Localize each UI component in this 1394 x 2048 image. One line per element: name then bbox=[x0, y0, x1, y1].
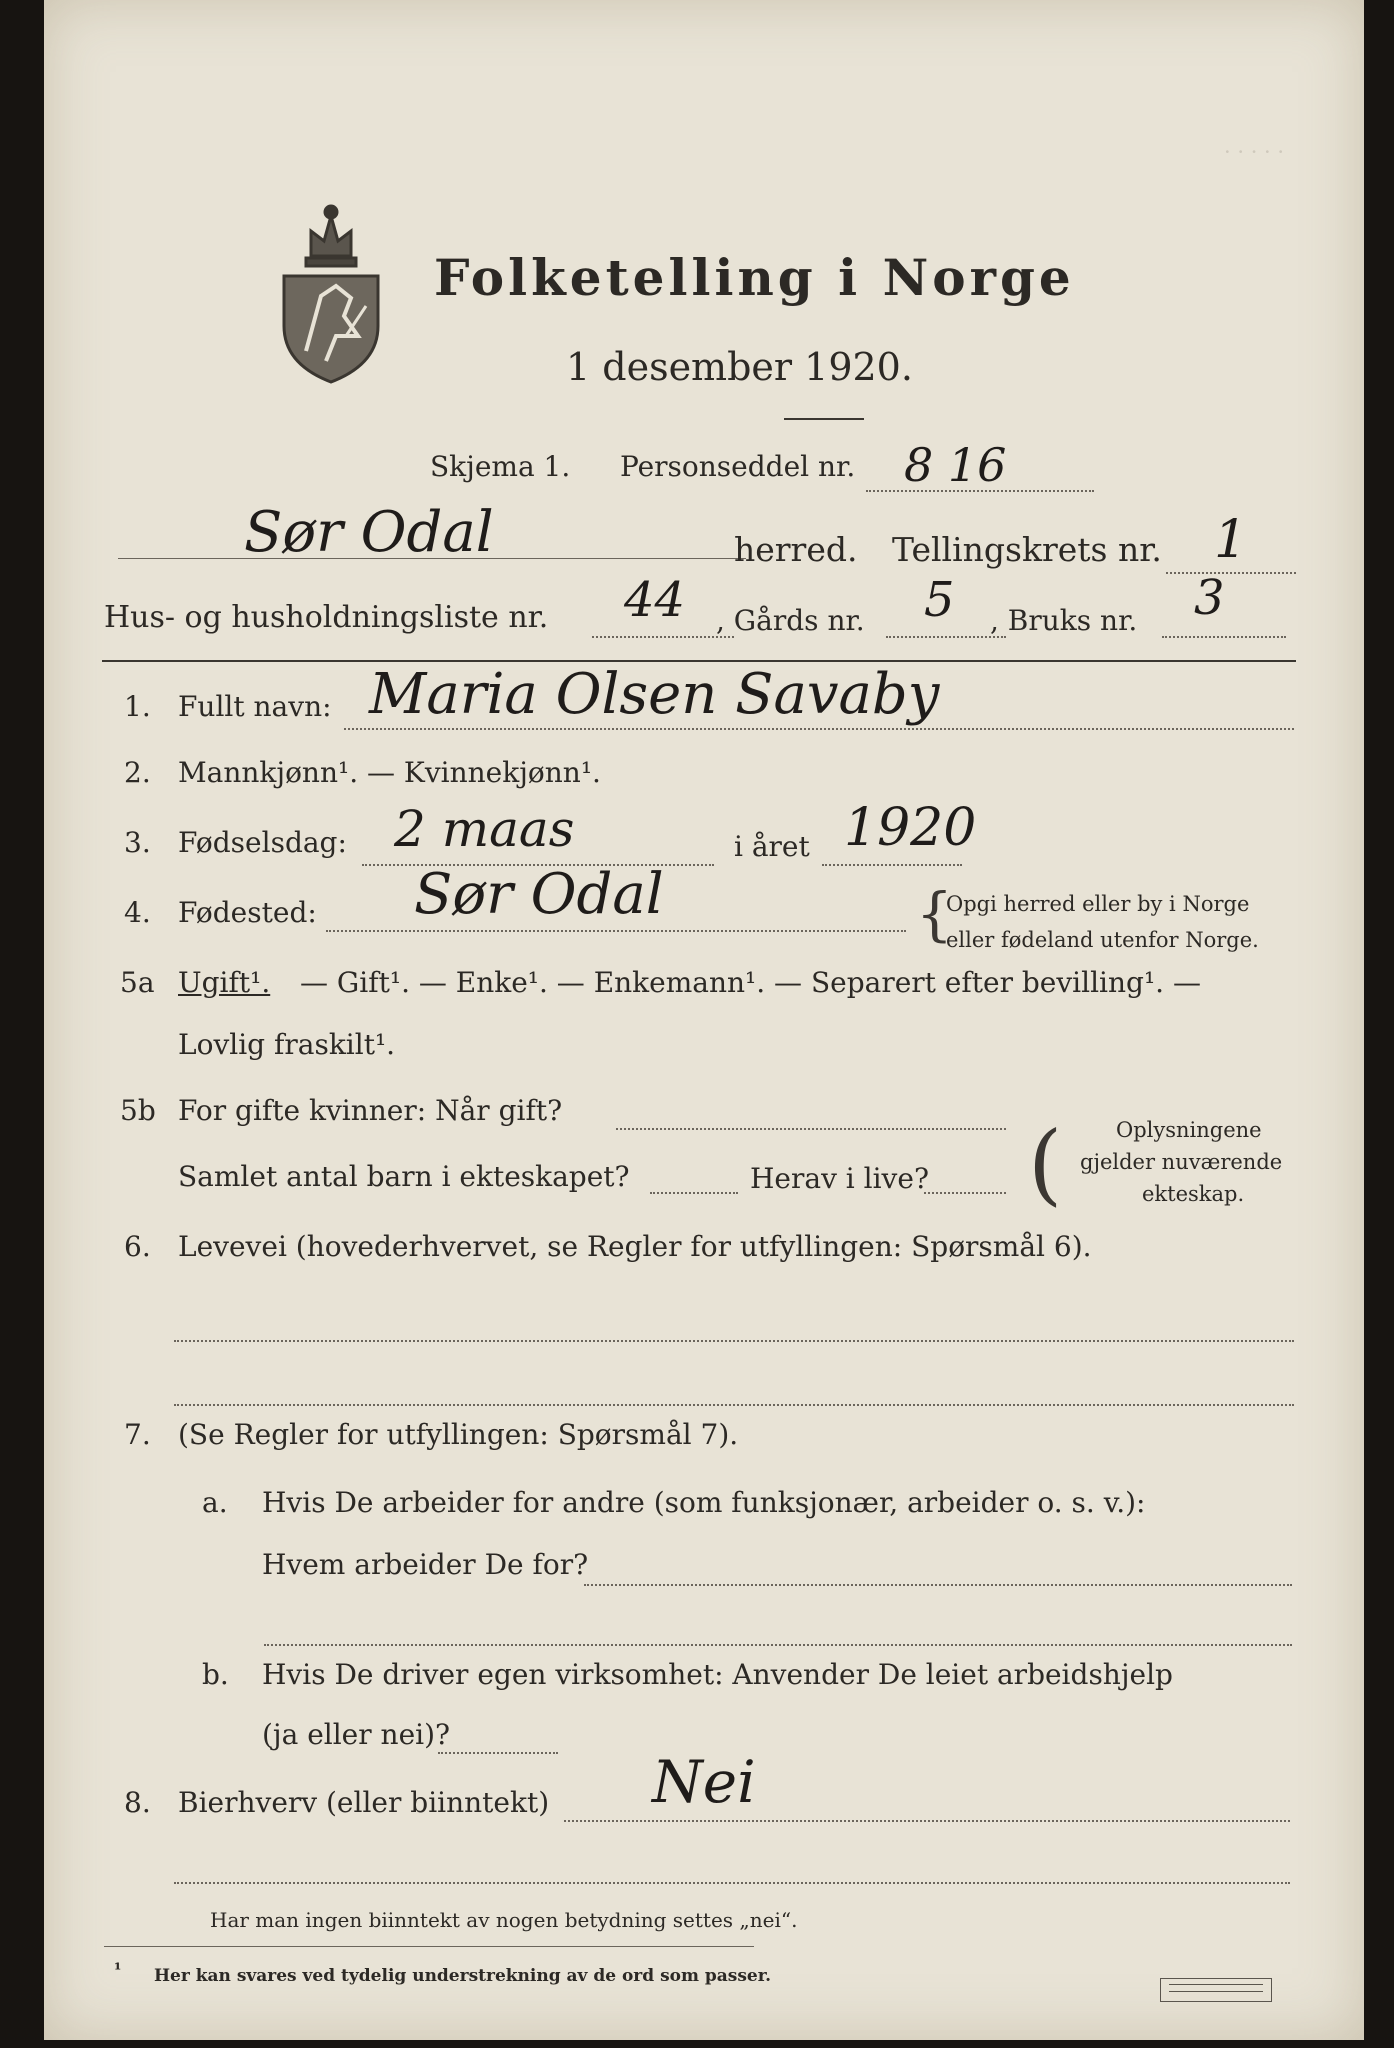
norway-coat-of-arms-icon bbox=[266, 186, 396, 386]
footnote-rule bbox=[104, 1946, 754, 1947]
q4-field-line bbox=[326, 930, 906, 932]
q3-label: Fødselsdag: bbox=[178, 826, 347, 859]
footer-note: Har man ingen biinntekt av nogen betydning settes „nei“. bbox=[210, 1908, 798, 1932]
q6-label: Levevei (hovederhvervet, se Regler for utfyllingen: Spørsmål 6). bbox=[178, 1230, 1092, 1263]
q3-year-value: 1920 bbox=[844, 798, 977, 858]
q4-note-brace: { bbox=[916, 880, 953, 948]
q6-field-line-2 bbox=[174, 1404, 1294, 1406]
q8-field-line-1 bbox=[564, 1820, 1290, 1822]
footnote-mark: ¹ bbox=[114, 1960, 122, 1980]
footnote-text: Her kan svares ved tydelig understrekning av de ord som passer. bbox=[154, 1966, 772, 1986]
q1-label: Fullt navn: bbox=[178, 690, 332, 723]
q5a-line2: Lovlig fraskilt¹. bbox=[178, 1028, 396, 1061]
bruks-label: , Bruks nr. bbox=[990, 604, 1138, 637]
q4-label: Fødested: bbox=[178, 896, 317, 929]
q7a-label-line1: Hvis De arbeider for andre (som funksjonær, arbeider o. s. v.): bbox=[262, 1486, 1146, 1519]
personseddel-label: Personseddel nr. bbox=[620, 450, 856, 483]
q7a-field-line-1 bbox=[584, 1584, 1292, 1586]
q4-number: 4. bbox=[124, 896, 151, 929]
herred-value: Sør Odal bbox=[244, 500, 494, 565]
q5a-ugift-option: Ugift¹. bbox=[178, 966, 271, 999]
q4-value: Sør Odal bbox=[414, 862, 664, 927]
hus-value: 44 bbox=[624, 572, 686, 628]
form-date: 1 desember 1920. bbox=[566, 345, 913, 389]
q7a-label-line2: Hvem arbeider De for? bbox=[262, 1548, 589, 1581]
gards-value: 5 bbox=[924, 572, 955, 628]
q5a-other-options: — Gift¹. — Enke¹. — Enkemann¹. — Separert efter bevilling¹. — bbox=[300, 966, 1201, 999]
q8-label: Bierhverv (eller biinntekt) bbox=[178, 1786, 550, 1819]
q8-value: Nei bbox=[652, 1748, 756, 1816]
q5b-married-field-line bbox=[616, 1128, 1006, 1130]
q3-number: 3. bbox=[124, 826, 151, 859]
q7a-marker: a. bbox=[202, 1486, 228, 1519]
herred-field-line bbox=[118, 558, 746, 559]
q5b-number: 5b bbox=[120, 1094, 156, 1127]
q7b-label-line1: Hvis De driver egen virksomhet: Anvender De leiet arbeidshjelp bbox=[262, 1658, 1173, 1691]
q7b-field-line bbox=[438, 1752, 558, 1754]
q5b-children-field-line bbox=[650, 1192, 738, 1194]
census-form-page bbox=[44, 0, 1364, 2040]
q7b-label-line2: (ja eller nei)? bbox=[262, 1718, 451, 1751]
q8-field-line-2 bbox=[174, 1882, 1290, 1884]
q5b-note-line1: Oplysningene bbox=[1116, 1118, 1262, 1142]
bruks-field-line bbox=[1162, 636, 1286, 638]
q7b-marker: b. bbox=[202, 1658, 229, 1691]
hus-label: Hus- og husholdningsliste nr. bbox=[104, 600, 549, 635]
tellingskrets-label: Tellingskrets nr. bbox=[892, 530, 1162, 569]
q5a-number: 5a bbox=[120, 966, 155, 999]
q1-field-line bbox=[344, 728, 1294, 730]
q5b-note-line3: ekteskap. bbox=[1142, 1182, 1245, 1206]
q5b-label-alive: Herav i live? bbox=[750, 1162, 929, 1195]
printer-stamp-icon bbox=[1160, 1978, 1272, 2002]
gards-label: , Gårds nr. bbox=[716, 604, 865, 637]
q7a-field-line-2 bbox=[264, 1644, 1292, 1646]
q1-number: 1. bbox=[124, 690, 151, 723]
q1-value: Maria Olsen Savaby bbox=[369, 662, 940, 727]
gards-field-line bbox=[886, 636, 1006, 638]
skjema-label: Skjema 1. bbox=[430, 450, 571, 483]
q6-number: 6. bbox=[124, 1230, 151, 1263]
q5b-alive-field-line bbox=[924, 1192, 1006, 1194]
herred-label: herred. bbox=[734, 530, 858, 569]
bleed-through-text: · · · · · bbox=[1224, 140, 1285, 164]
q5b-note-line2: gjelder nuværende bbox=[1080, 1150, 1283, 1174]
q5b-note-brace: ( bbox=[1028, 1112, 1063, 1215]
q7-label: (Se Regler for utfyllingen: Spørsmål 7). bbox=[178, 1418, 739, 1451]
q5b-label-married: For gifte kvinner: Når gift? bbox=[178, 1094, 563, 1127]
q5b-label-children: Samlet antal barn i ekteskapet? bbox=[178, 1160, 630, 1193]
q3-year-field-line bbox=[822, 864, 962, 866]
bruks-value: 3 bbox=[1194, 570, 1225, 626]
title-rule bbox=[784, 418, 864, 420]
q2-number: 2. bbox=[124, 756, 151, 789]
form-title: Folketelling i Norge bbox=[434, 248, 1075, 307]
hus-field-line bbox=[592, 636, 734, 638]
q3-year-label: i året bbox=[734, 830, 810, 863]
tellingskrets-field-line bbox=[1166, 572, 1296, 574]
q4-note-line1: Opgi herred eller by i Norge bbox=[946, 892, 1250, 916]
q7-number: 7. bbox=[124, 1418, 151, 1451]
q2-label: Mannkjønn¹. — Kvinnekjønn¹. bbox=[178, 756, 601, 789]
tellingskrets-value: 1 bbox=[1214, 510, 1248, 570]
personseddel-value: 8 16 bbox=[904, 438, 1007, 492]
q3-day-value: 2 maas bbox=[394, 800, 575, 858]
q4-note-line2: eller fødeland utenfor Norge. bbox=[946, 928, 1259, 952]
q8-number: 8. bbox=[124, 1786, 151, 1819]
q6-field-line-1 bbox=[174, 1340, 1294, 1342]
